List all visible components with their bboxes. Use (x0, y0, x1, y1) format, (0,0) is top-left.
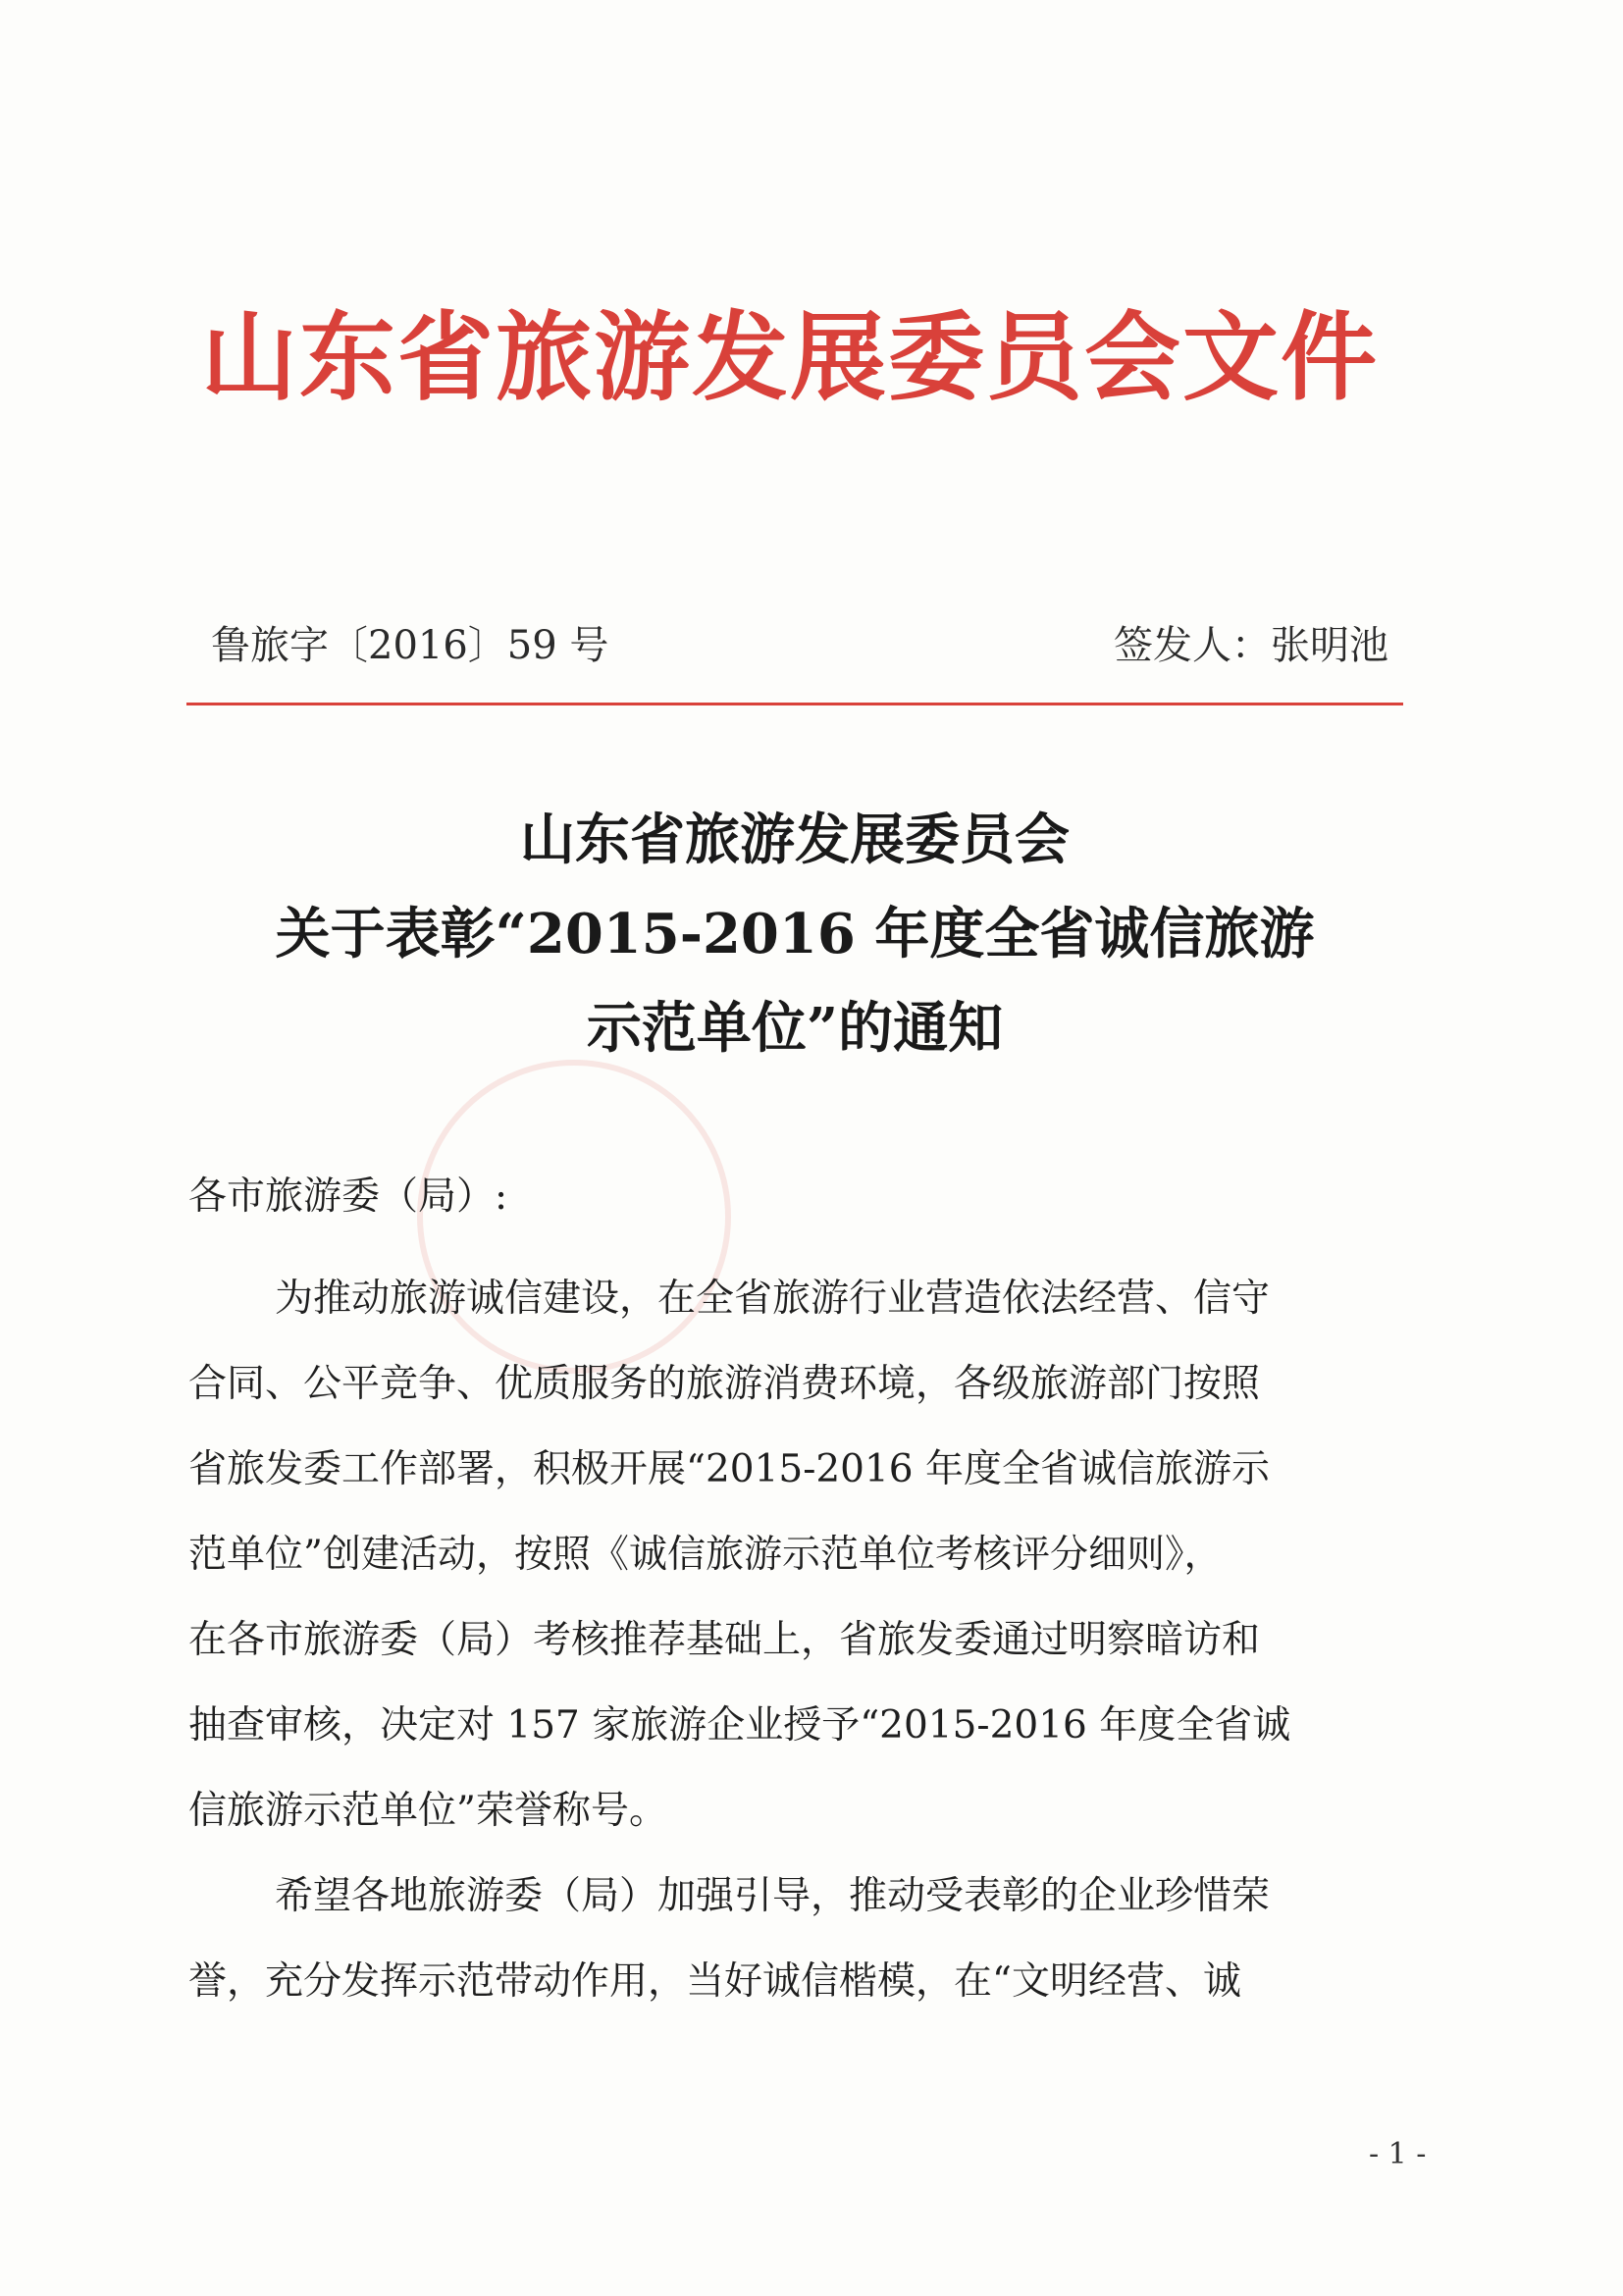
body-line: 范单位”创建活动，按照《诚信旅游示范单位考核评分细则》， (188, 1533, 1223, 1577)
body-line: 希望各地旅游委（局）加强引导，推动受表彰的企业珍惜荣 (275, 1874, 1271, 1918)
body-line: 为推动旅游诚信建设，在全省旅游行业营造依法经营、信守 (275, 1277, 1271, 1321)
document-info-row (211, 616, 1388, 675)
notice-title-line-2: 关于表彰“2015-2016 年度全省诚信旅游 (275, 902, 1315, 966)
body-line: 在各市旅游委（局）考核推荐基础上，省旅发委通过明察暗访和 (188, 1618, 1261, 1662)
body-line: 合同、公平竞争、优质服务的旅游消费环境，各级旅游部门按照 (188, 1362, 1261, 1406)
body-line: 信旅游示范单位”荣誉称号。 (188, 1789, 667, 1833)
document-number: 鲁旅字〔2016〕59 号 (211, 623, 609, 668)
notice-title (196, 793, 1393, 1075)
body-line: 抽查审核，决定对 157 家旅游企业授予“2015-2016 年度全省诚 (188, 1703, 1291, 1748)
salutation: 各市旅游委（局）: (188, 1174, 508, 1219)
notice-title-line-1: 山东省旅游发展委员会 (520, 808, 1070, 872)
page-number: - 1 - (1369, 2137, 1427, 2171)
body-line: 誉，充分发挥示范带动作用，当好诚信楷模，在“文明经营、诚 (188, 1959, 1241, 2004)
body-text (188, 1256, 1405, 2024)
masthead-title: 山东省旅游发展委员会文件 (200, 302, 1379, 414)
body-line: 省旅发委工作部署，积极开展“2015-2016 年度全省诚信旅游示 (188, 1447, 1271, 1491)
notice-title-line-3: 示范单位”的通知 (586, 996, 1004, 1061)
signer: 签发人：张明池 (1114, 623, 1388, 668)
red-divider-line (186, 703, 1403, 705)
